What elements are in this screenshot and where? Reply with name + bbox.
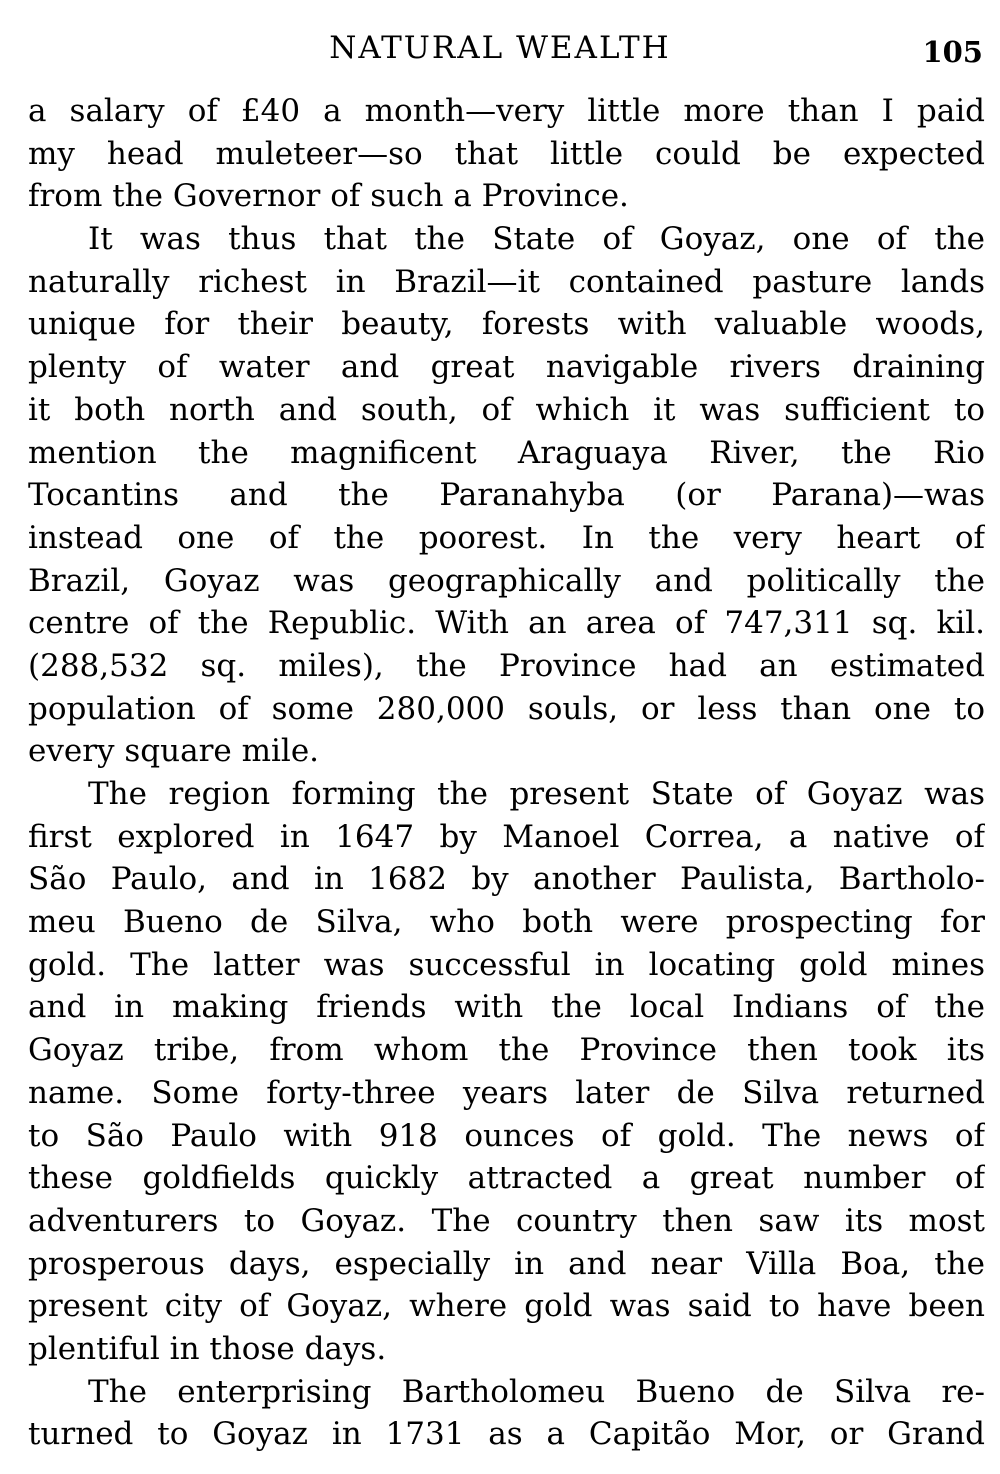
- text-line: population of some 280,000 souls, or less than one to: [28, 690, 985, 727]
- text-line: instead one of the poorest. In the very heart of: [28, 519, 985, 556]
- text-line: a salary of £40 a month—very little more than I paid: [28, 93, 985, 129]
- text-line: to São Paulo with 918 ounces of gold. The news of: [28, 1117, 985, 1154]
- text-line: Goyaz tribe, from whom the Province then took its: [28, 1032, 985, 1069]
- text-line: present city of Goyaz, where gold was said to have been: [28, 1288, 985, 1325]
- text-line: mention the magnificent Araguaya River, the Rio: [28, 434, 985, 471]
- text-line: prosperous days, especially in and near Villa Boa, the: [28, 1245, 985, 1282]
- text-line: The enterprising Bartholomeu Bueno de Silva re-: [88, 1373, 985, 1410]
- text-line: from the Governor of such a Province.: [28, 178, 629, 215]
- text-line: meu Bueno de Silva, who both were prospecting for: [28, 904, 985, 941]
- text-line: turned to Goyaz in 1731 as a Capitão Mor, or Grand: [28, 1416, 985, 1453]
- text-line: name. Some forty-three years later de Silva returned: [28, 1074, 985, 1111]
- text-line: first explored in 1647 by Manoel Correa, a native of: [28, 818, 985, 855]
- text-line: these goldfields quickly attracted a great number of: [28, 1160, 985, 1197]
- text-line: and in making friends with the local Indians of the: [28, 989, 985, 1026]
- text-line: The region forming the present State of Goyaz was: [88, 776, 985, 812]
- text-line: It was thus that the State of Goyaz, one of the: [88, 221, 985, 258]
- text-line: it both north and south, of which it was sufficient to: [28, 391, 985, 428]
- body-text: [28, 90, 985, 1456]
- text-line: São Paulo, and in 1682 by another Paulista, Bartholo-: [28, 861, 985, 898]
- page-number: 105: [922, 35, 983, 69]
- text-line: gold. The latter was successful in locating gold mines: [28, 946, 985, 983]
- text-line: naturally richest in Brazil—it contained pasture lands: [28, 263, 985, 300]
- text-line: (288,532 sq. miles), the Province had an estimated: [28, 647, 985, 684]
- text-line: plenty of water and great navigable rivers draining: [28, 349, 985, 386]
- text-line: Brazil, Goyaz was geographically and politically the: [28, 562, 985, 599]
- text-line: plentiful in those days.: [28, 1330, 387, 1367]
- text-line: my head muleteer—so that little could be expected: [28, 135, 985, 172]
- text-line: centre of the Republic. With an area of 747,311 sq. kil.: [28, 605, 985, 642]
- text-line: unique for their beauty, forests with valuable woods,: [28, 306, 985, 343]
- running-title: NATURAL WEALTH: [329, 30, 671, 66]
- text-line: every square mile.: [28, 733, 320, 770]
- text-line: Tocantins and the Paranahyba (or Parana)—was: [28, 477, 985, 514]
- text-line: adventurers to Goyaz. The country then saw its most: [28, 1202, 985, 1239]
